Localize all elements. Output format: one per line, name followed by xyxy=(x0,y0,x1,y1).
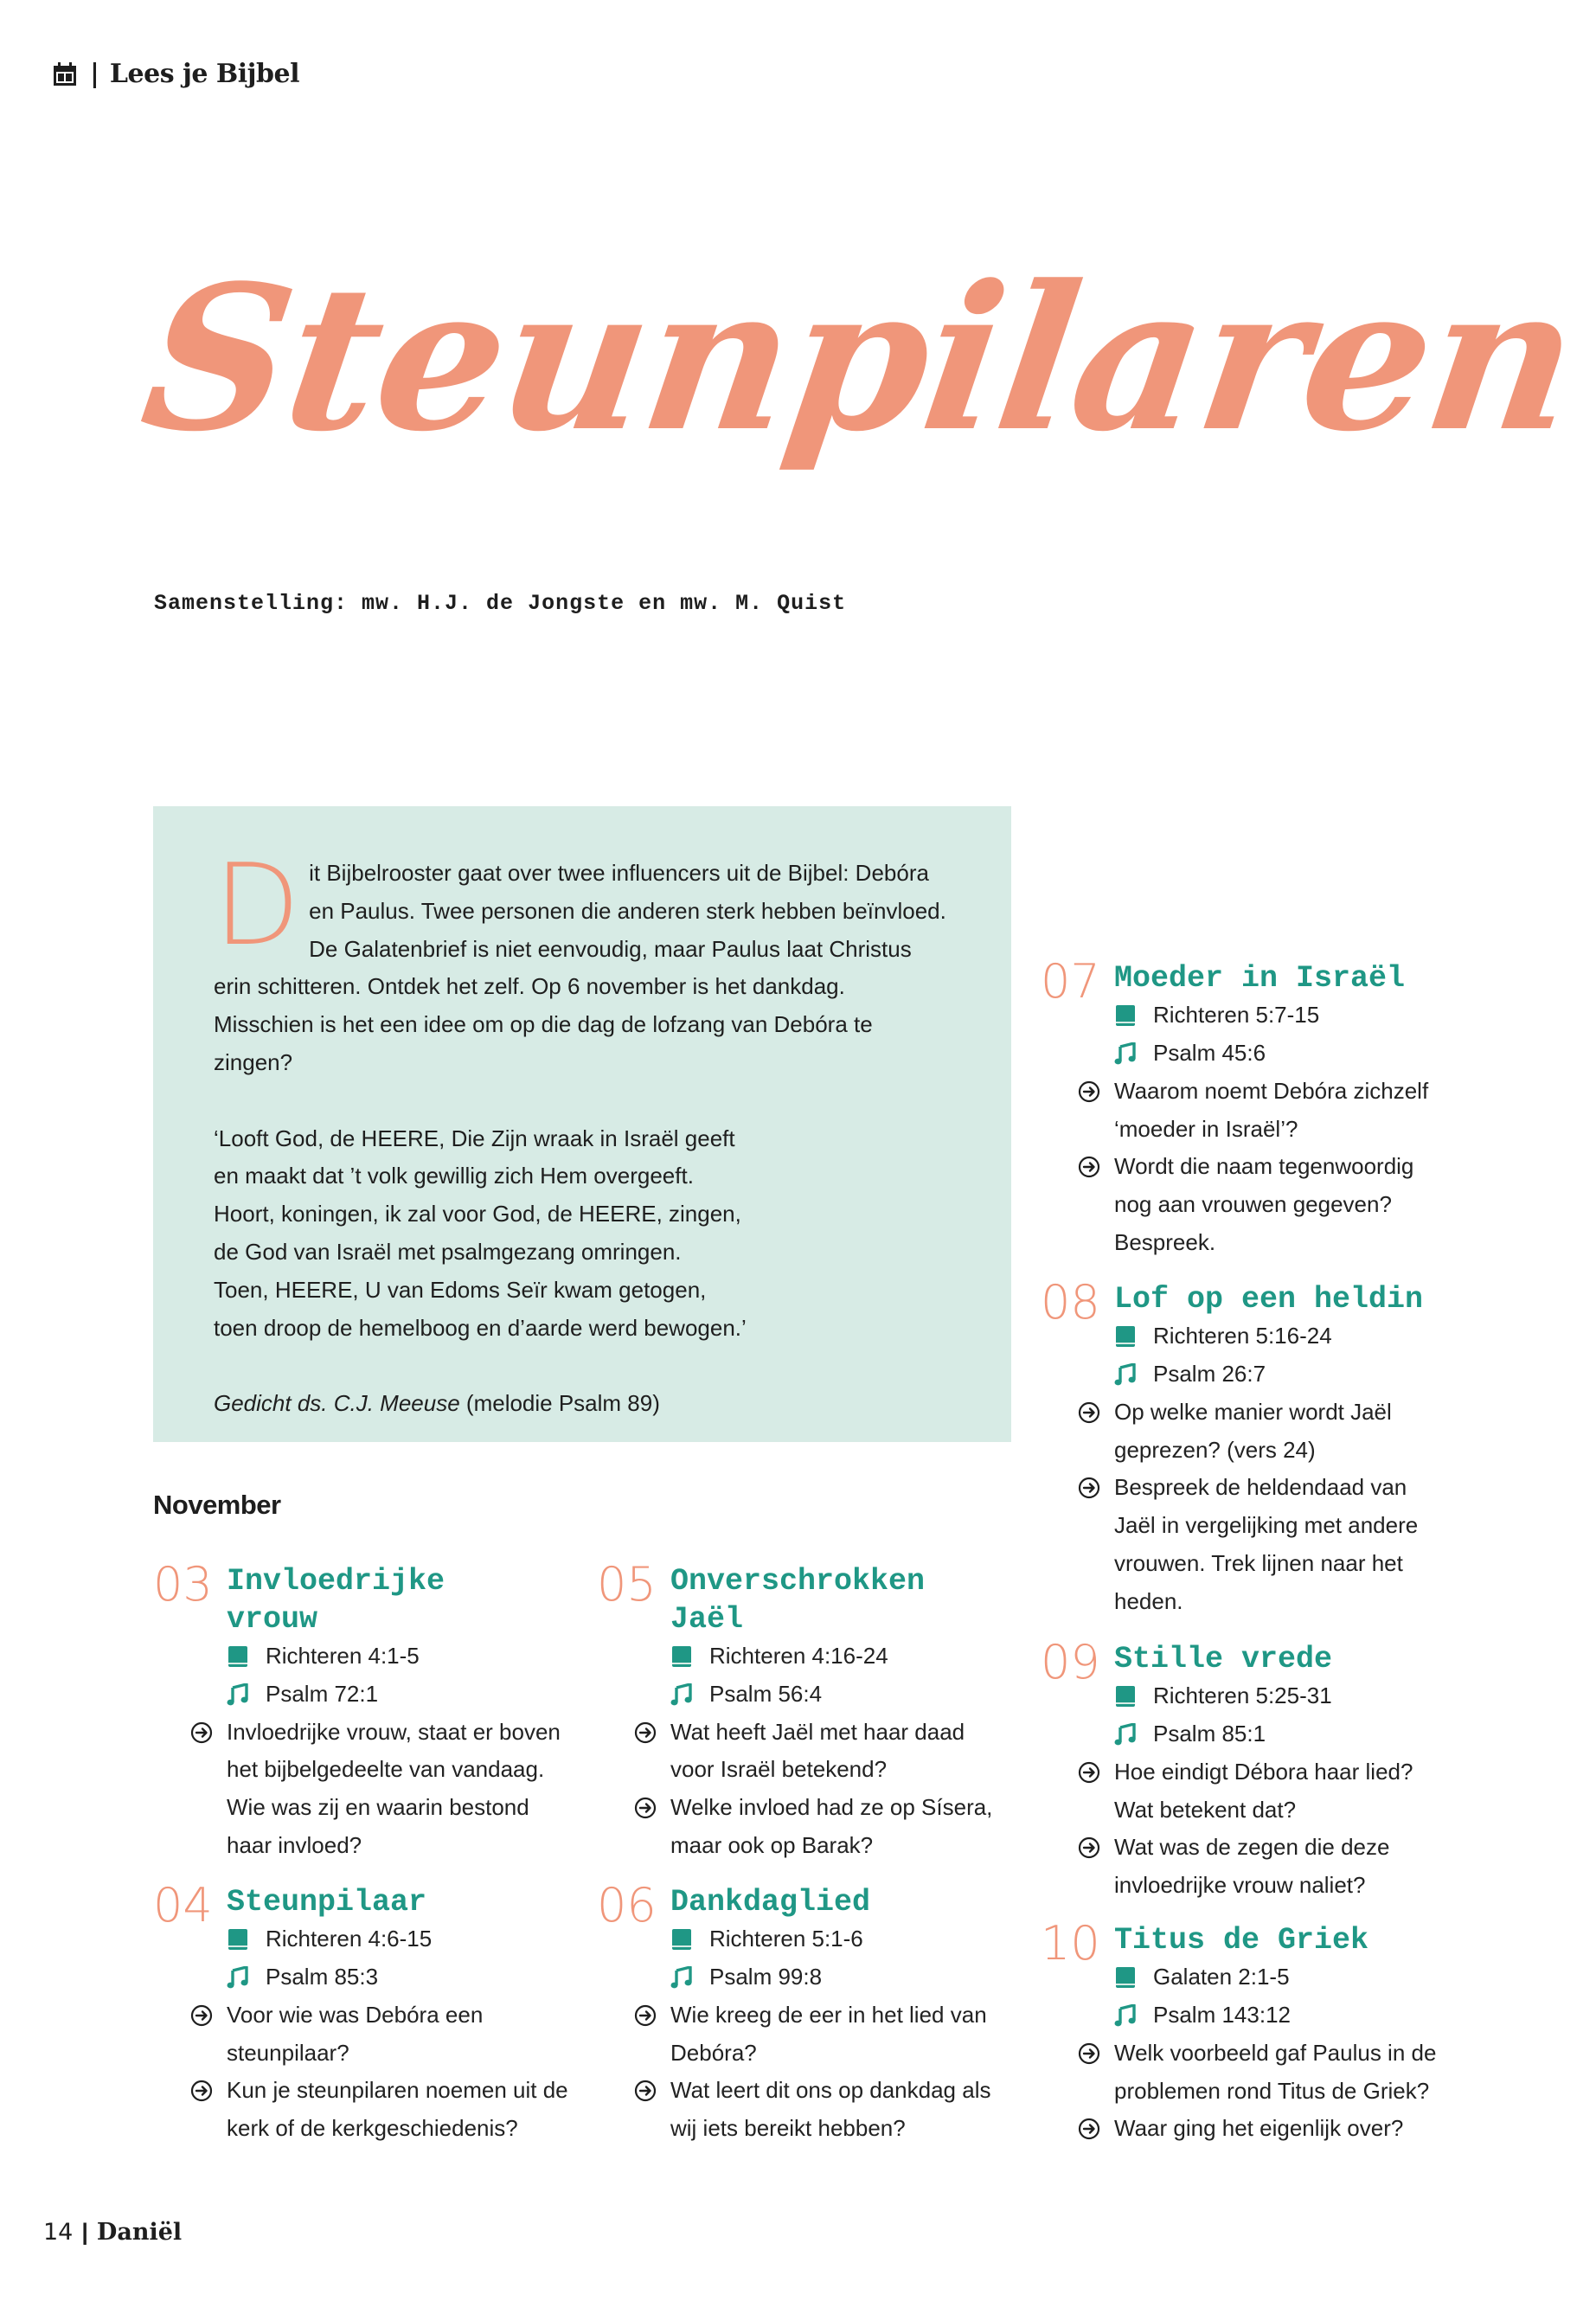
poem-melody: (melodie Psalm 89) xyxy=(459,1390,660,1417)
question xyxy=(1114,2035,1460,2111)
reading: Galaten 2:1-5 xyxy=(1153,1964,1290,1990)
music-note-icon xyxy=(670,1683,693,1706)
arrow-right-circle-icon xyxy=(1078,2042,1100,2065)
arrow-right-circle-icon xyxy=(1078,1156,1100,1178)
psalm: Psalm 45:6 xyxy=(1153,1040,1266,1066)
question xyxy=(670,1714,1008,1790)
reading-row xyxy=(227,1638,420,1676)
intro-paragraph xyxy=(214,839,951,1082)
reading: Richteren 4:6-15 xyxy=(266,1926,433,1952)
question-text: Hoe eindigt Débora haar lied? Wat betekent dat? xyxy=(1114,1758,1413,1823)
intro-box xyxy=(153,806,1011,1442)
poem xyxy=(214,1120,951,1348)
reading-row xyxy=(670,1920,863,1958)
intro-text: it Bijbelrooster gaat over twee influencers uit de Bijbel: Debóra en Paulus. Twee personen die anderen sterk hebben beïnvloed. De Galatenbrief is niet eenvoudig, maar Paulus laat Christus erin schitteren. Ontdek het zelf. Op 6 november is het dankdag. Misschien is het een idee om op die dag de lofzang van Debóra te zingen? xyxy=(214,860,946,1075)
question-text: Wat heeft Jaël met haar daad voor Israël betekend? xyxy=(670,1718,965,1783)
psalm: Psalm 143:12 xyxy=(1153,2002,1291,2028)
day-entry-09 xyxy=(1041,1635,1456,1916)
question xyxy=(1114,1753,1452,1830)
day-number: 03 xyxy=(153,1557,213,1612)
arrow-right-circle-icon xyxy=(1078,2118,1100,2140)
arrow-right-circle-icon xyxy=(1078,1080,1100,1103)
day-title: Stille vrede xyxy=(1114,1642,1333,1676)
section-title: Lees je Bijbel xyxy=(109,59,299,89)
arrow-right-circle-icon xyxy=(634,2004,657,2027)
question-text: Wat leert dit ons op dankdag als wij iets bereikt hebben? xyxy=(670,2077,991,2142)
music-note-icon xyxy=(1114,1363,1137,1386)
day-title: Moeder in Israël xyxy=(1114,961,1406,996)
psalm-row xyxy=(670,1676,822,1714)
arrow-right-circle-icon xyxy=(190,2004,213,2027)
question xyxy=(227,1714,568,1865)
day-number: 09 xyxy=(1041,1635,1100,1689)
reading: Richteren 5:1-6 xyxy=(709,1926,863,1952)
question xyxy=(1114,2110,1460,2148)
day-entry-07 xyxy=(1041,954,1456,1270)
reading: Richteren 5:7-15 xyxy=(1153,1002,1320,1029)
question xyxy=(1114,1073,1452,1149)
poem-author: Gedicht ds. C.J. Meeuse xyxy=(214,1390,460,1417)
book-icon xyxy=(227,1928,249,1951)
day-number: 05 xyxy=(597,1557,657,1612)
psalm-row xyxy=(227,1676,378,1714)
poem-line: ‘Looft God, de HEERE, Die Zijn wraak in Israël geeft xyxy=(214,1125,735,1151)
poem-line: toen droop de hemelboog en d’aarde werd bewogen.’ xyxy=(214,1314,747,1341)
question xyxy=(670,1789,1008,1865)
question-text: Bespreek de heldendaad van Jaël in vergelijking met andere vrouwen. Trek lijnen naar het heden. xyxy=(1114,1474,1419,1614)
question-text: Wie kreeg de eer in het lied van Debóra? xyxy=(670,2001,987,2066)
question xyxy=(1114,1394,1417,1470)
day-number: 06 xyxy=(597,1878,657,1932)
question xyxy=(227,2072,568,2148)
poem-line: de God van Israël met psalmgezang omringen. xyxy=(214,1238,682,1265)
day-entry-06 xyxy=(597,1878,1012,2159)
question xyxy=(1114,1148,1452,1261)
reading-row xyxy=(1114,1677,1332,1715)
calendar-icon xyxy=(52,61,78,87)
psalm-row xyxy=(227,1958,378,1997)
question-text: Waar ging het eigenlijk over? xyxy=(1114,2115,1404,2142)
question-text: Welke invloed had ze op Sísera, maar ook op Barak? xyxy=(670,1794,993,1858)
psalm: Psalm 85:1 xyxy=(1153,1721,1266,1747)
day-entry-04 xyxy=(153,1878,568,2159)
reading-row xyxy=(1114,1317,1332,1356)
reading: Richteren 5:16-24 xyxy=(1153,1323,1332,1349)
music-note-icon xyxy=(227,1683,249,1706)
day-number: 08 xyxy=(1041,1275,1100,1330)
reading-row xyxy=(670,1638,888,1676)
book-icon xyxy=(670,1928,693,1951)
book-icon xyxy=(1114,1325,1137,1348)
day-entry-08 xyxy=(1041,1275,1456,1660)
psalm-row xyxy=(1114,1997,1291,2035)
poem-line: Toen, HEERE, U van Edoms Seïr kwam getogen, xyxy=(214,1276,707,1303)
question xyxy=(227,1997,512,2073)
day-title: Titus de Griek xyxy=(1114,1923,1369,1958)
footer xyxy=(43,2219,182,2246)
arrow-right-circle-icon xyxy=(190,2080,213,2102)
question-text: Waarom noemt Debóra zichzelf ‘moeder in Israël’? xyxy=(1114,1077,1429,1142)
poem-line: en maakt dat ’t volk gewillig zich Hem overgeeft. xyxy=(214,1163,694,1189)
arrow-right-circle-icon xyxy=(190,1721,213,1744)
psalm-row xyxy=(1114,1035,1266,1073)
poem-attribution xyxy=(214,1385,951,1423)
footer-separator: | xyxy=(81,2219,88,2245)
psalm: Psalm 72:1 xyxy=(266,1680,379,1707)
day-number: 10 xyxy=(1041,1916,1100,1971)
page-title: Steunpilaren xyxy=(131,242,1590,476)
day-entry-03 xyxy=(153,1557,568,1864)
month-heading: November xyxy=(153,1490,281,1520)
question xyxy=(1114,1469,1434,1620)
day-title: Steunpilaar xyxy=(227,1885,427,1920)
psalm-row xyxy=(1114,1715,1266,1753)
book-icon xyxy=(1114,1685,1137,1708)
book-icon xyxy=(1114,1004,1137,1027)
book-icon xyxy=(670,1645,693,1668)
reading: Richteren 5:25-31 xyxy=(1153,1682,1332,1709)
day-number: 07 xyxy=(1041,954,1100,1009)
question xyxy=(670,2072,1008,2148)
question-text: Wat was de zegen die deze invloedrijke vrouw naliet? xyxy=(1114,1834,1390,1899)
reading-row xyxy=(1114,1958,1290,1997)
psalm: Psalm 85:3 xyxy=(266,1964,379,1990)
poem-line: Hoort, koningen, ik zal voor God, de HEERE, zingen, xyxy=(214,1201,741,1227)
day-title: Invloedrijke vrouw xyxy=(227,1564,445,1637)
music-note-icon xyxy=(1114,1042,1137,1065)
day-entry-10 xyxy=(1041,1916,1456,2171)
book-icon xyxy=(1114,1966,1137,1989)
psalm: Psalm 26:7 xyxy=(1153,1361,1266,1387)
credits: Samenstelling: mw. H.J. de Jongste en mw. M. Quist xyxy=(154,591,847,616)
question-text: Op welke manier wordt Jaël geprezen? (vers 24) xyxy=(1114,1398,1392,1463)
arrow-right-circle-icon xyxy=(634,2080,657,2102)
music-note-icon xyxy=(1114,2004,1137,2027)
psalm-row xyxy=(1114,1356,1266,1394)
page-number: 14 xyxy=(43,2219,74,2246)
music-note-icon xyxy=(1114,1723,1137,1746)
arrow-right-circle-icon xyxy=(1078,1401,1100,1424)
arrow-right-circle-icon xyxy=(1078,1836,1100,1859)
arrow-right-circle-icon xyxy=(1078,1477,1100,1499)
day-entry-05 xyxy=(597,1557,1012,1864)
question-text: Invloedrijke vrouw, staat er boven het bijbelgedeelte van vandaag. Wie was zij en waarin bestond haar invloed? xyxy=(227,1718,561,1858)
header xyxy=(52,59,299,89)
dropcap: D xyxy=(214,839,301,971)
header-separator: | xyxy=(90,59,99,89)
reading-row xyxy=(1114,997,1319,1035)
question-text: Kun je steunpilaren noemen uit de kerk of de kerkgeschiedenis? xyxy=(227,2077,568,2142)
arrow-right-circle-icon xyxy=(634,1797,657,1819)
music-note-icon xyxy=(227,1966,249,1989)
day-title: Dankdaglied xyxy=(670,1885,871,1920)
psalm: Psalm 99:8 xyxy=(709,1964,823,1990)
reading: Richteren 4:16-24 xyxy=(709,1643,888,1669)
reading-row xyxy=(227,1920,432,1958)
question xyxy=(670,1997,1008,2073)
day-title: Onverschrokken Jaël xyxy=(670,1564,926,1637)
music-note-icon xyxy=(670,1966,693,1989)
question-text: Welk voorbeeld gaf Paulus in de problemen rond Titus de Griek? xyxy=(1114,2039,1437,2104)
psalm-row xyxy=(670,1958,822,1997)
question-text: Wordt die naam tegenwoordig nog aan vrouwen gegeven? Bespreek. xyxy=(1114,1153,1414,1255)
question xyxy=(1114,1829,1452,1905)
question-text: Voor wie was Debóra een steunpilaar? xyxy=(227,2001,484,2066)
day-title: Lof op een heldin xyxy=(1114,1282,1424,1317)
arrow-right-circle-icon xyxy=(1078,1761,1100,1784)
psalm: Psalm 56:4 xyxy=(709,1680,823,1707)
reading: Richteren 4:1-5 xyxy=(266,1643,420,1669)
book-icon xyxy=(227,1645,249,1668)
arrow-right-circle-icon xyxy=(634,1721,657,1744)
publication-name: Daniël xyxy=(96,2219,183,2246)
day-number: 04 xyxy=(153,1878,213,1932)
